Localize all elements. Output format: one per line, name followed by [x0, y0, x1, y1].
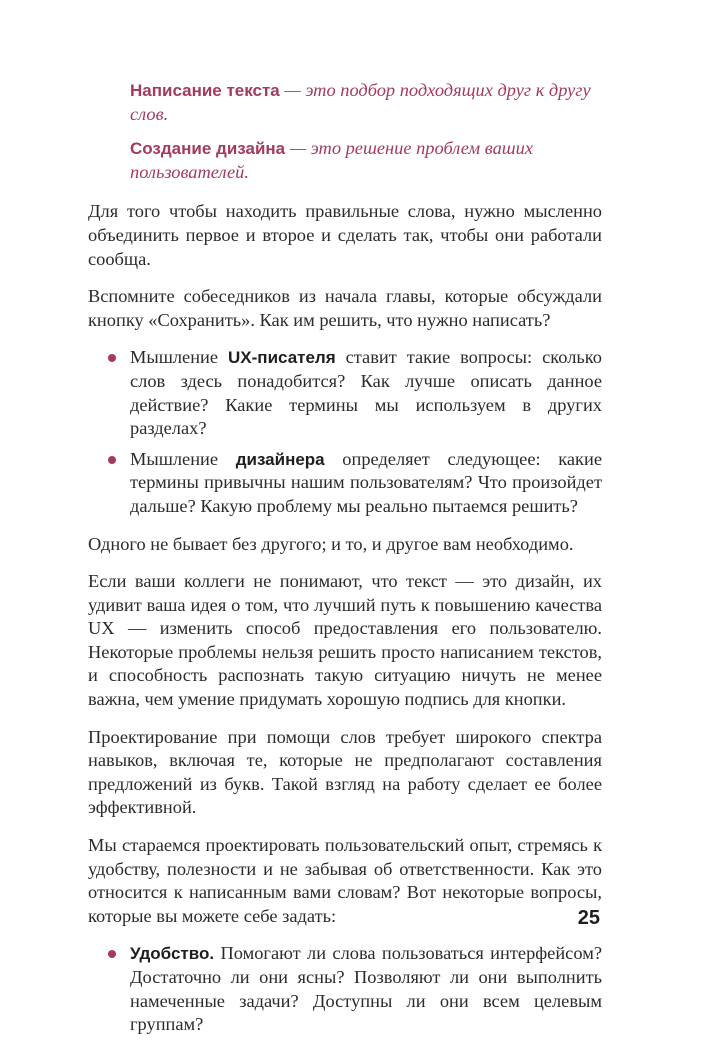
keyword: дизайнера	[235, 449, 325, 469]
page-number: 25	[577, 907, 600, 929]
list-item: Мышление UX-писателя ставит такие вопросы: сколько слов здесь понадобится? Как лучше описать данное действие? Какие термины мы используем в других разделах?	[88, 346, 602, 440]
keyword: Удобство.	[130, 944, 215, 964]
questions-list	[88, 942, 602, 1036]
definition-term: Создание дизайна	[130, 139, 286, 159]
definition-text: — это решение проблем ваших пользователей.	[130, 138, 534, 182]
definition-design	[130, 137, 602, 184]
definition-writing	[130, 79, 602, 126]
keyword: UX-писателя	[228, 348, 336, 368]
definition-term: Написание текста	[130, 81, 280, 100]
paragraph: Проектирование при помощи слов требует широкого спектра навыков, включая те, которые не предполагают составления предложений из букв. Такой взгляд на работу сделает ее более эффективной.	[88, 726, 602, 818]
paragraph: Мы стараемся проектировать пользовательский опыт, стремясь к удобству, полезности и не забывая об ответственности. Как это относится к написанным вами словам? Вот некоторые вопросы, которые вы можете себе задать:	[88, 835, 602, 926]
thinking-list	[88, 346, 602, 518]
paragraph-intro: Для того чтобы находить правильные слова, нужно мысленно объединить первое и второе и сделать так, чтобы они работали сообща.	[88, 201, 602, 269]
bullet-icon	[108, 456, 116, 464]
list-item: Мышление дизайнера определяет следующее: какие термины привычны нашим пользователям? Что произойдет дальше? Какую проблему мы реально пытаемся решить?	[88, 448, 602, 519]
paragraph: Если ваши коллеги не понимают, что текст — это дизайн, их удивит ваша идея о том, что лучший путь к повышению качества UX — изменить способ предоставления его пользователю. Некоторые проблемы нельзя решить просто написанием текстов, и способность распознать такую ситуацию ничуть не менее важна, чем умение придумать хорошую подпись для кнопки.	[88, 571, 602, 710]
bullet-icon	[108, 354, 116, 362]
list-item: Удобство. Помогают ли слова пользоваться интерфейсом? Достаточно ли они ясны? Позволяют ли они выполнить намеченные задачи? Доступны ли они всем целевым группам?	[88, 942, 602, 1036]
definition-text: — это подбор подходящих друг к другу слов.	[130, 80, 591, 124]
paragraph-recall: Вспомните собеседников из начала главы, которые обсуждали кнопку «Сохранить». Как им решить, что нужно написать?	[88, 286, 602, 330]
bullet-icon	[108, 950, 116, 958]
page-body	[88, 79, 602, 1051]
paragraph: Одного не бывает без другого; и то, и другое вам необходимо.	[88, 533, 574, 554]
